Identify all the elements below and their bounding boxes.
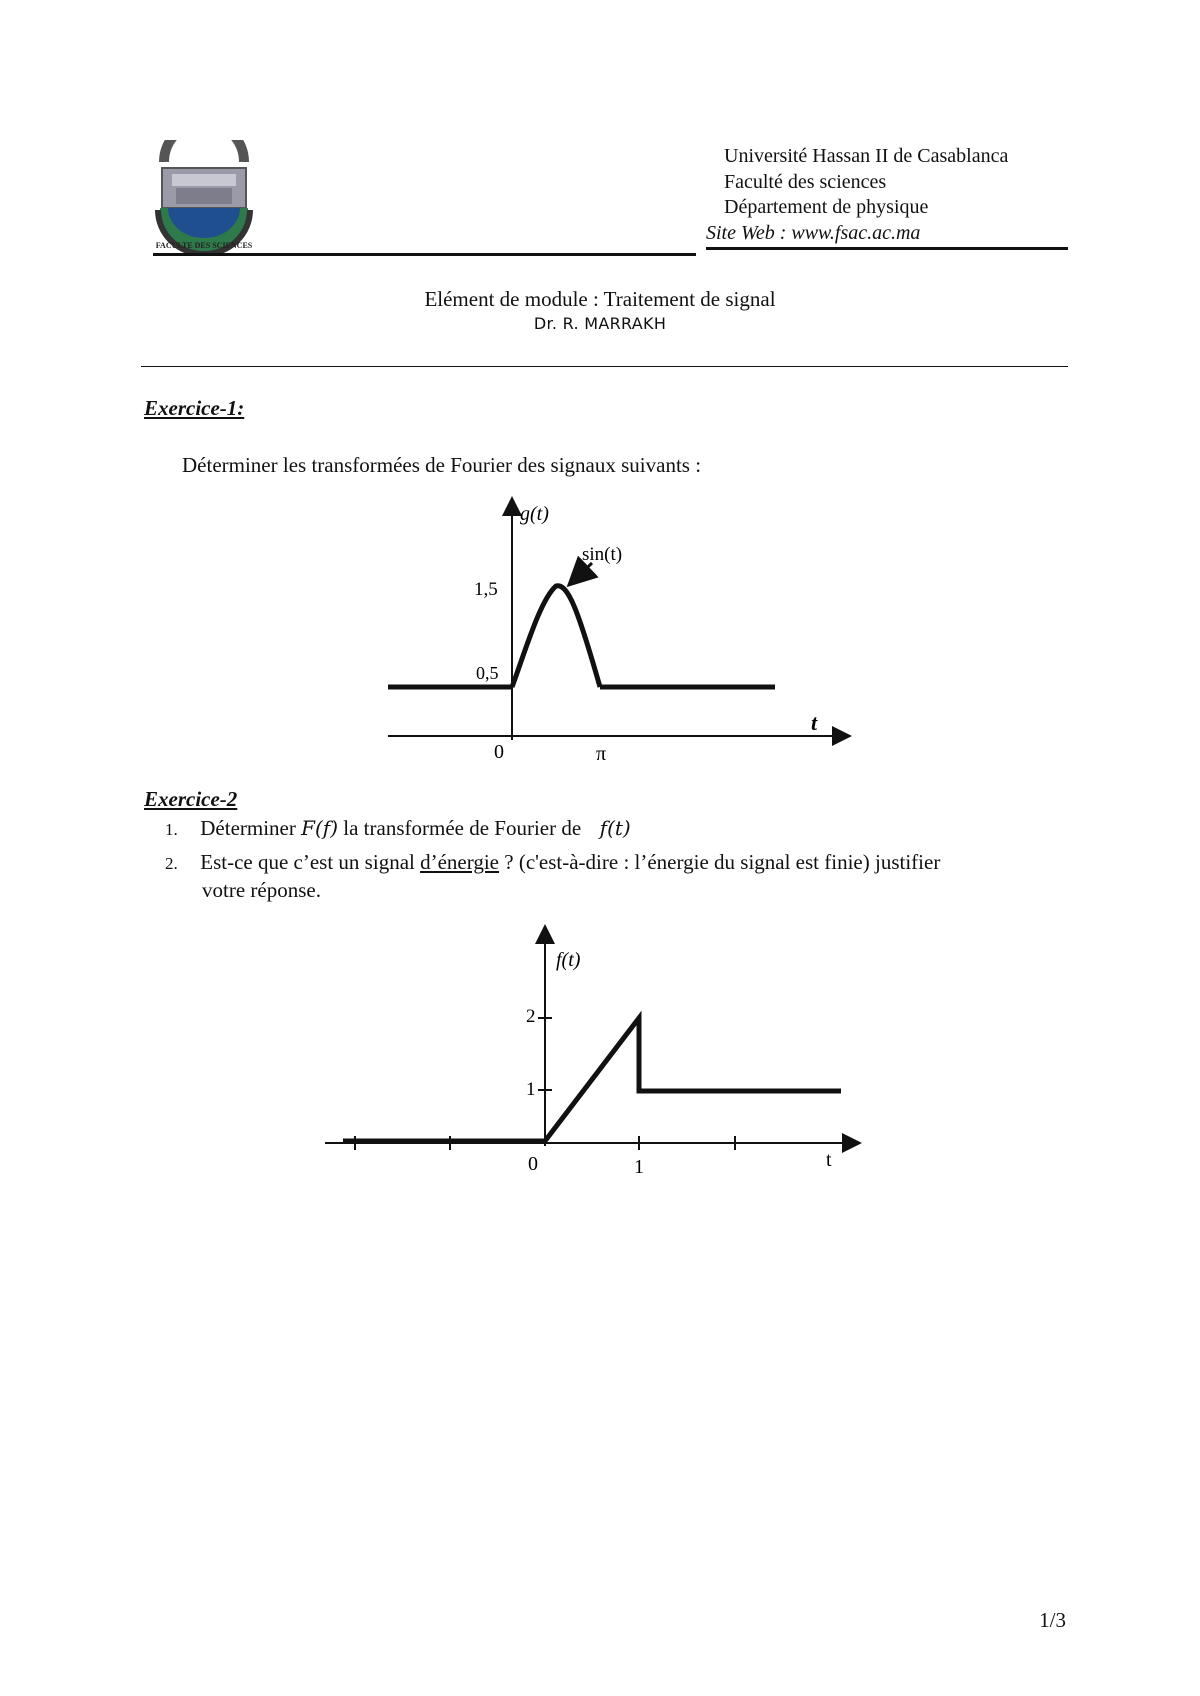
f-x-tick-1-label: 1 <box>634 1156 644 1178</box>
exercise1-instruction: Déterminer les transformées de Fourier des signaux suivants : <box>182 453 702 477</box>
g-tick-0-5: 0,5 <box>476 663 499 683</box>
item1-text: Déterminer <box>200 816 296 840</box>
f-y-label: f(t) <box>556 949 581 971</box>
item2-underlined-term: d’énergie <box>420 850 499 874</box>
f-origin-label: 0 <box>528 1153 538 1175</box>
department-name: Département de physique <box>724 196 929 218</box>
item1-number: 1. <box>165 820 178 839</box>
g-y-label: g(t) <box>520 503 549 525</box>
item1-mid-text: la transformée de Fourier de <box>343 816 582 840</box>
faculty-name: Faculté des sciences <box>724 171 887 193</box>
item1-math-F: F(f) <box>301 816 339 840</box>
logo-text: FACULTE DES SCIENCES <box>155 241 253 250</box>
website-link[interactable]: Site Web : www.fsac.ac.ma <box>706 222 921 244</box>
sin-annotation: sin(t) <box>582 544 623 565</box>
g-origin-label: 0 <box>494 741 504 763</box>
g-x-label: t <box>811 710 818 735</box>
f-tick-1: 1 <box>526 1079 536 1100</box>
module-title: Elément de module : Traitement de signal <box>424 287 776 311</box>
f-x-label: t <box>826 1149 832 1171</box>
exercise2-item2-line2: votre réponse. <box>202 878 321 902</box>
exercise1-title: Exercice-1: <box>144 396 245 420</box>
f-tick-2: 2 <box>526 1006 536 1027</box>
g-tick-1-5: 1,5 <box>474 579 498 600</box>
g-pi-label: π <box>596 743 607 765</box>
item2-text-pre: Est-ce que c’est un signal <box>200 850 415 874</box>
item2-number: 2. <box>165 854 178 873</box>
item1-math-f: f(t) <box>599 816 631 840</box>
page-number: 1/3 <box>1039 1608 1066 1632</box>
item2-text-post: ? (c'est-à-dire : l’énergie du signal est finie) justifier <box>504 850 941 874</box>
exercise2-title: Exercice-2 <box>144 787 238 811</box>
f-signal-curve <box>343 1018 841 1141</box>
university-name: Université Hassan II de Casablanca <box>724 145 1009 167</box>
teacher-name: Dr. R. MARRAKH <box>533 314 667 333</box>
